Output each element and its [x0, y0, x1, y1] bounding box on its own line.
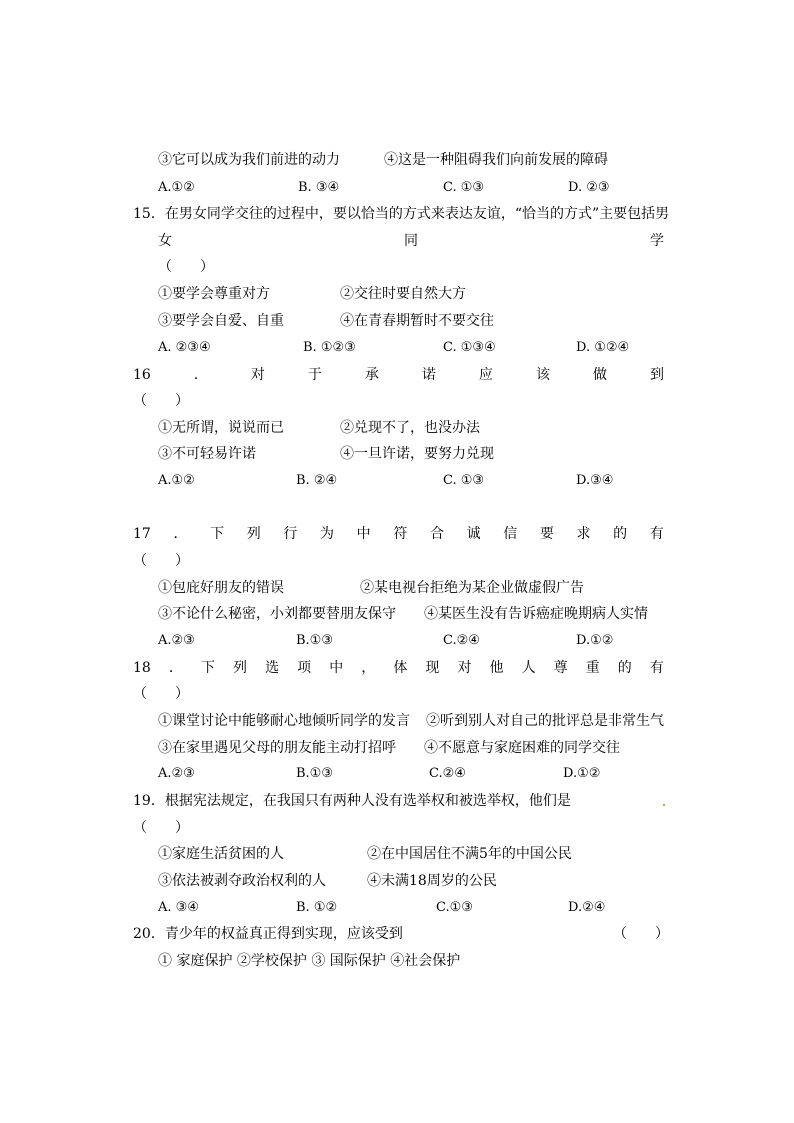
- q17-word: 求: [576, 526, 591, 542]
- q18-option-a: A.②③: [158, 766, 195, 781]
- q19-item-3: ③依法被剥夺政治权利的人: [158, 873, 326, 889]
- q20-items: ① 家庭保护 ②学校保护 ③ 国际保护 ④社会保护: [158, 953, 461, 969]
- q18-word: 尊: [553, 660, 568, 676]
- q15-item-1: ①要学会尊重对方: [158, 286, 270, 302]
- q18-word: 他: [489, 660, 504, 676]
- q17-answer-blank: （ ）: [133, 553, 189, 569]
- q16-number: 16: [133, 367, 151, 383]
- q16-word: 到: [649, 367, 664, 383]
- q16-word: 于: [307, 367, 322, 383]
- q16-item-2: ②兑现不了，也没办法: [340, 420, 480, 436]
- q17-option-a: A.②③: [158, 633, 195, 648]
- q18-word: 体: [393, 660, 408, 676]
- q17-item-3: ③不论什么秘密，小刘都要替朋友保守: [158, 606, 396, 622]
- stray-dot: [663, 804, 665, 806]
- q15-word: 女: [158, 233, 172, 249]
- q17-word: ．: [173, 526, 188, 542]
- q14-option-b: B. ③④: [298, 180, 340, 195]
- q16-option-a: A.①②: [158, 473, 195, 488]
- q15-word: 同: [404, 233, 418, 249]
- q18-option-b: B.①③: [296, 766, 333, 781]
- q18-word: 人: [521, 660, 536, 676]
- q14-item-3: ③它可以成为我们前进的动力: [158, 152, 340, 168]
- q17-word: 符: [393, 526, 408, 542]
- q14-item-4: ④这是一种阻碍我们向前发展的障碍: [384, 152, 608, 168]
- q15-item-4: ④在青春期暂时不要交往: [340, 313, 494, 329]
- q18-option-d: D.①②: [563, 766, 601, 781]
- q18-word: 选: [265, 660, 280, 676]
- q18-word: 对: [457, 660, 472, 676]
- q18-word: 重: [585, 660, 600, 676]
- q18-word: 的: [617, 660, 632, 676]
- q16-item-4: ④一旦许诺，要努力兑现: [340, 446, 494, 462]
- q15-option-a: A. ②③④: [158, 340, 211, 355]
- q19-option-c: C.①③: [436, 900, 473, 915]
- q17-number: 17: [133, 526, 151, 542]
- q17-item-4: ④某医生没有告诉癌症晚期病人实情: [424, 606, 648, 622]
- q17-word: 的: [613, 526, 628, 542]
- q16-word: ．: [193, 367, 208, 383]
- q19-answer-blank: （ ）: [133, 820, 189, 836]
- q18-word: 下: [200, 660, 215, 676]
- q16-word: 应: [478, 367, 493, 383]
- q14-option-d: D. ②③: [568, 180, 610, 195]
- q18-item-3: ③在家里遇见父母的朋友能主动打招呼: [158, 740, 396, 756]
- q16-word: 做: [592, 367, 607, 383]
- q18-word: 有: [649, 660, 664, 676]
- q15-option-d: D. ①②④: [576, 340, 630, 355]
- q16-option-b: B. ②④: [296, 473, 338, 488]
- q15-item-2: ②交往时要自然大方: [340, 286, 466, 302]
- q18-word: ．: [168, 660, 183, 676]
- q18-word: ，: [361, 660, 376, 676]
- q17-word: 行: [283, 526, 298, 542]
- q19-item-4: ④未满18周岁的公民: [367, 873, 497, 889]
- q17-word: 有: [649, 526, 664, 542]
- q14-option-a: A.①②: [158, 180, 195, 195]
- q18-item-1: ①课堂讨论中能够耐心地倾听同学的发言: [158, 713, 410, 729]
- q17-word: 诚: [466, 526, 481, 542]
- q20-answer-blank: （ ）: [613, 926, 669, 942]
- q18-item-4: ④不愿意与家庭困难的同学交往: [424, 740, 620, 756]
- q17-option-d: D.①②: [576, 633, 614, 648]
- q17-option-c: C.②④: [443, 633, 480, 648]
- q15-stem-line1: 15．在男女同学交往的过程中，要以恰当的方式来表达友谊，“恰当的方式”主要包括男: [133, 206, 670, 222]
- q18-option-c: C.②④: [429, 766, 466, 781]
- q17-word: 列: [246, 526, 261, 542]
- q19-item-2: ②在中国居住不满5年的中国公民: [367, 846, 572, 862]
- q17-word: 中: [356, 526, 371, 542]
- q18-word: 项: [297, 660, 312, 676]
- q19-stem: 19．根据宪法规定，在我国只有两种人没有选举权和被选举权，他们是: [133, 793, 571, 809]
- q16-word: 诺: [421, 367, 436, 383]
- q16-answer-blank: （ ）: [133, 393, 189, 409]
- q17-word: 为: [320, 526, 335, 542]
- q19-option-d: D.②④: [568, 900, 606, 915]
- q16-option-c: C. ①③: [443, 473, 485, 488]
- q17-item-2: ②某电视台拒绝为某企业做虚假广告: [360, 580, 584, 596]
- q19-option-b: B. ①②: [296, 900, 338, 915]
- q18-word: 现: [425, 660, 440, 676]
- q15-option-b: B. ①②③: [303, 340, 356, 355]
- q19-option-a: A. ③④: [158, 900, 199, 915]
- q17-stem: [133, 525, 664, 543]
- q17-word: 下: [210, 526, 225, 542]
- q19-item-1: ①家庭生活贫困的人: [158, 846, 284, 862]
- q17-option-b: B.①③: [296, 633, 333, 648]
- q20-stem: 20．青少年的权益真正得到实现，应该受到: [133, 926, 403, 942]
- q18-word: 中: [329, 660, 344, 676]
- q18-word: 列: [233, 660, 248, 676]
- q18-stem: [133, 659, 664, 677]
- q15-item-3: ③要学会自爱、自重: [158, 313, 284, 329]
- q16-item-1: ①无所谓，说说而已: [158, 420, 284, 436]
- q16-item-3: ③不可轻易许诺: [158, 446, 256, 462]
- q16-word: 承: [364, 367, 379, 383]
- q15-stem-line2: [158, 232, 664, 250]
- q16-word: 对: [250, 367, 265, 383]
- q17-word: 信: [503, 526, 518, 542]
- q15-option-c: C. ①③④: [443, 340, 496, 355]
- q17-item-1: ①包庇好朋友的错误: [158, 580, 284, 596]
- q17-word: 合: [429, 526, 444, 542]
- q16-option-d: D.③④: [576, 473, 614, 488]
- q14-option-c: C. ①③: [443, 180, 485, 195]
- q17-word: 要: [539, 526, 554, 542]
- q18-item-2: ②听到别人对自己的批评总是非常生气: [426, 713, 664, 729]
- q18-number: 18: [133, 660, 151, 676]
- q15-word: 学: [650, 233, 664, 249]
- q15-answer-blank: （ ）: [158, 259, 214, 275]
- q16-word: 该: [535, 367, 550, 383]
- q16-stem: [133, 366, 664, 384]
- q18-answer-blank: （ ）: [133, 686, 189, 702]
